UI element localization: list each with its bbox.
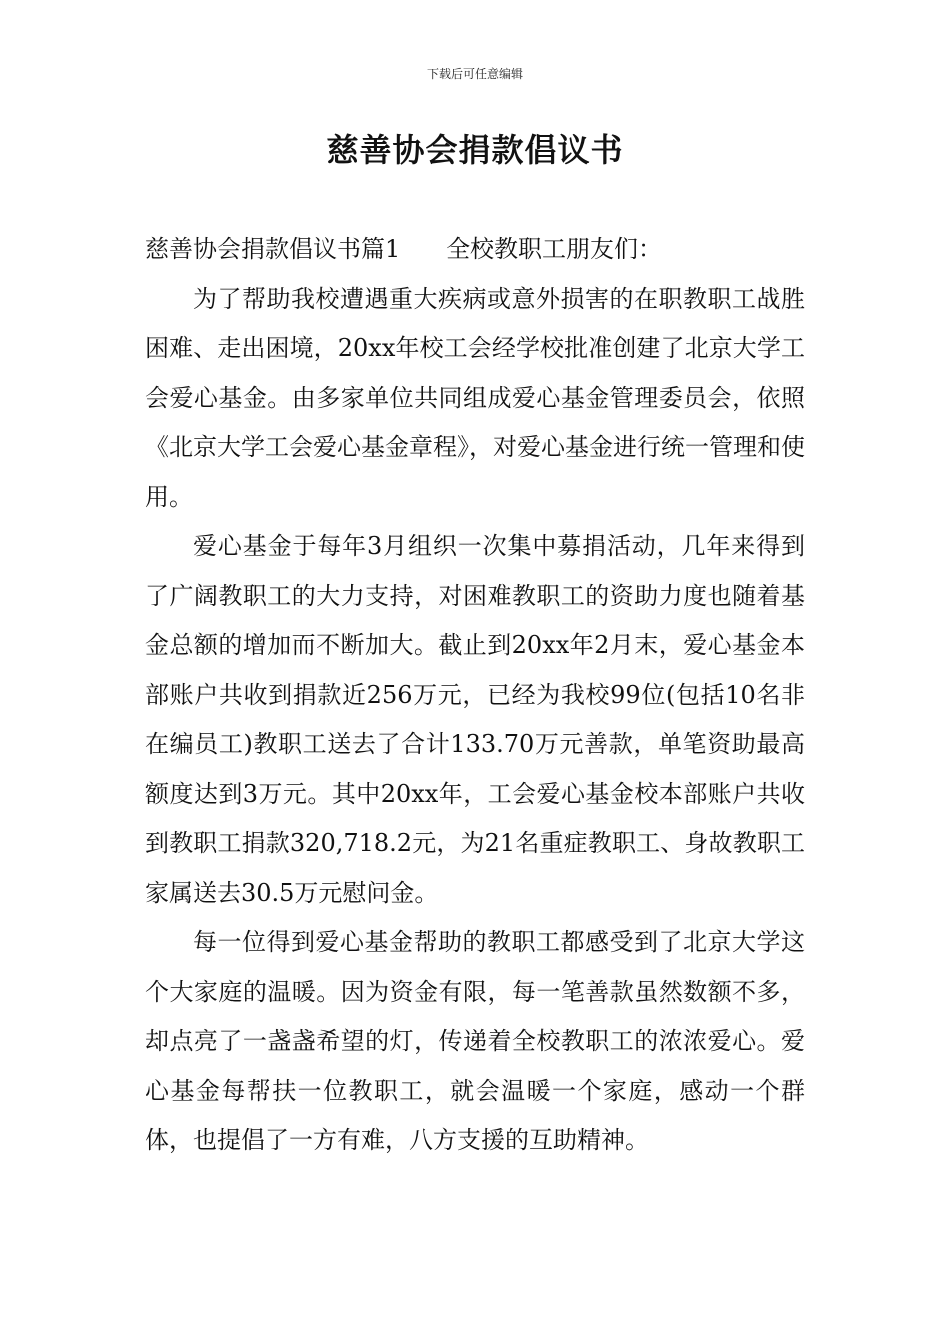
- intro-line: [145, 225, 805, 275]
- paragraph-1: 为了帮助我校遭遇重大疾病或意外损害的在职教职工战胜困难、走出困境，20xx年校工会经学校批准创建了北京大学工会爱心基金。由多家单位共同组成爱心基金管理委员会，依照《北京大学工会爱心基金章程》，对爱心基金进行统一管理和使用。: [145, 284, 805, 511]
- document-title: 慈善协会捐款倡议书: [326, 131, 624, 169]
- section-label: 慈善协会捐款倡议书篇1: [145, 235, 401, 263]
- paragraph-2: 爱心基金于每年3月组织一次集中募捐活动，几年来得到了广阔教职工的大力支持，对困难教职工的资助力度也随着基金总额的增加而不断加大。截止到20xx年2月末，爱心基金本部账户共收到捐款近256万元，已经为我校99位(包括10名非在编员工)教职工送去了合计133.70万元善款，单笔资助最高额度达到3万元。其中20xx年，工会爱心基金校本部账户共收到教职工捐款320,718.2元，为21名重症教职工、身故教职工家属送去30.5万元慰问金。: [145, 532, 805, 907]
- salutation: 全校教职工朋友们：: [446, 235, 663, 263]
- header-note: 下载后可任意编辑: [426, 67, 523, 81]
- paragraph-3: 每一位得到爱心基金帮助的教职工都感受到了北京大学这个大家庭的温暖。因为资金有限，每一笔善款虽然数额不多，却点亮了一盏盏希望的灯，传递着全校教职工的浓浓爱心。爱心基金每帮扶一位教职工，就会温暖一个家庭，感动一个群体，也提倡了一方有难，八方支援的互助精神。: [145, 928, 805, 1154]
- document-body: [145, 225, 805, 1166]
